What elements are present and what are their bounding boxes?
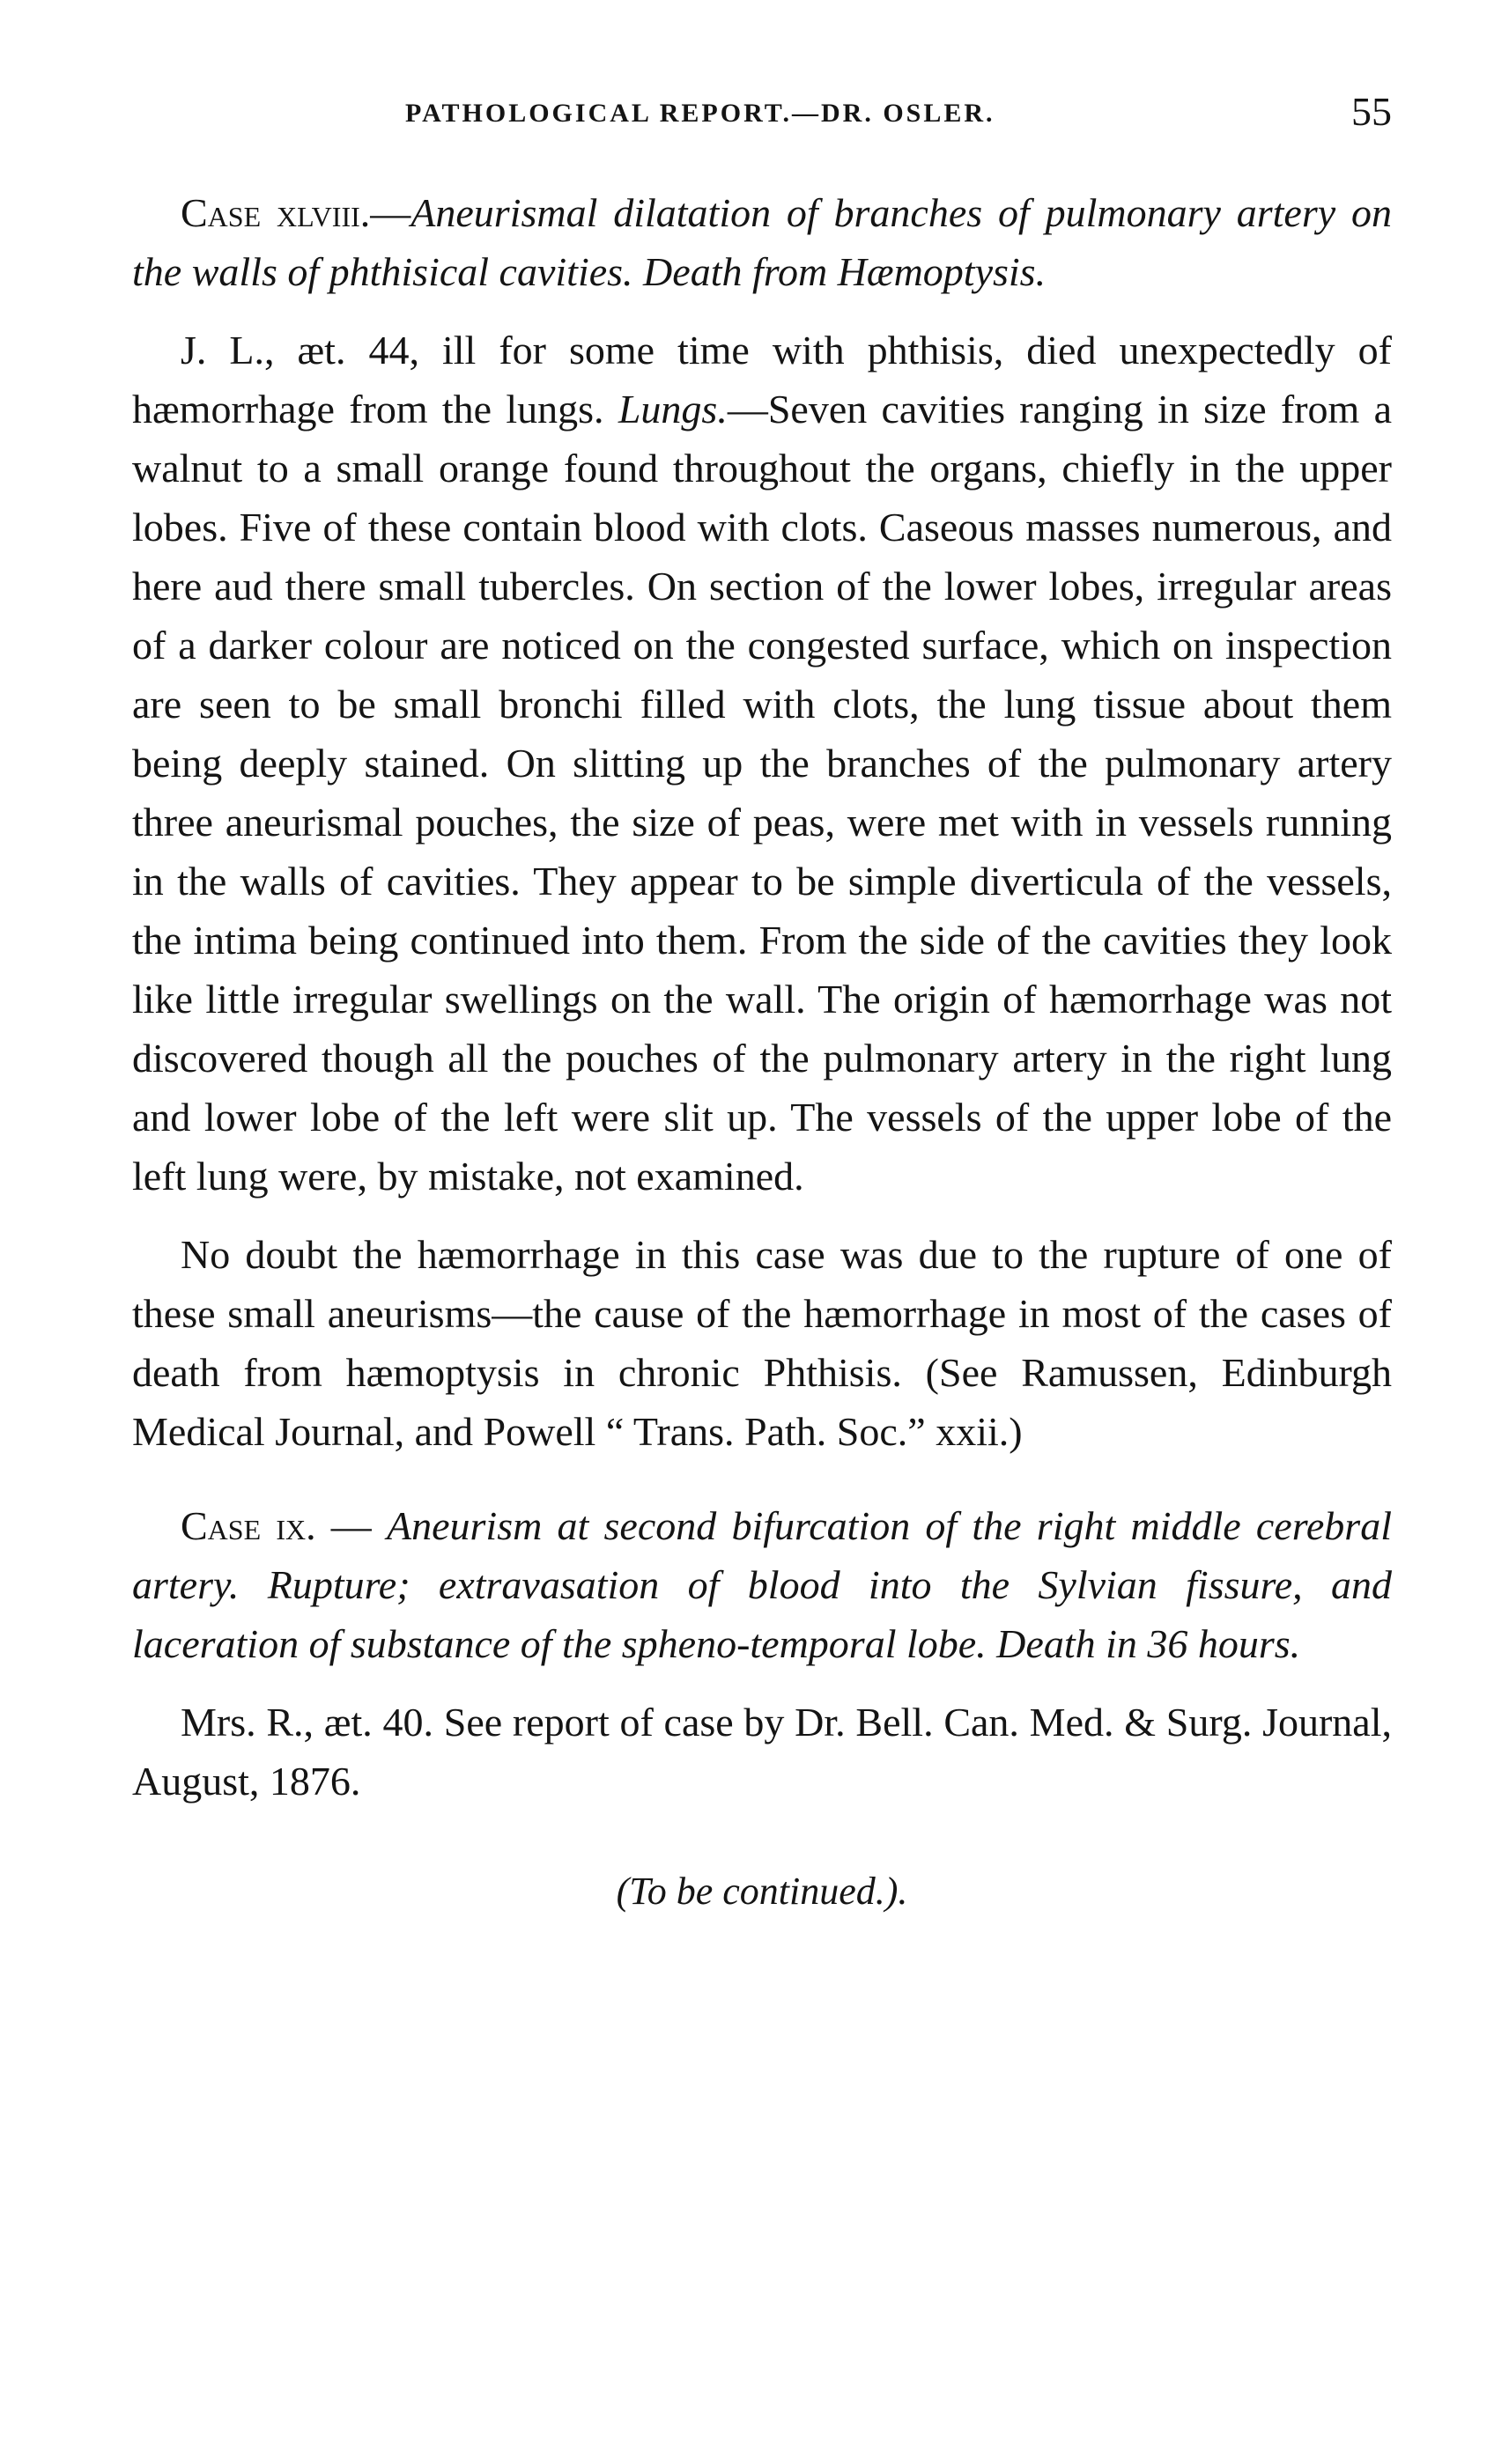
running-head-title: PATHOLOGICAL REPORT.—DR. OSLER. bbox=[405, 99, 995, 128]
case-48-title: Aneurismal dilatation of branches of pulmonary artery on the walls of phthisical cavities. Death from Hæmoptysis. bbox=[132, 190, 1392, 294]
case-48-body-lead: J. L., æt. 44, ill for some time with phthisis, died unexpectedly of hæmorrhage from the lungs. bbox=[132, 328, 1392, 432]
case-48-body-label: Lungs. bbox=[618, 387, 728, 432]
continued-note: (To be continued.). bbox=[616, 1870, 908, 1913]
case-48-discussion: No doubt the hæmorrhage in this case was due to the rupture of one of these small aneurisms—the cause of the hæmorrhage in most of the cases of death from hæmoptysis in chronic Phthisis. (See Ramussen, Edinburgh Medical Journal, and Powell “ Trans. Path. Soc.” xxii.) bbox=[132, 1232, 1392, 1454]
case-49-title: Aneurism at second bifurcation of the right middle cerebral artery. Rupture; extravasation of blood into the Sylvian fissure, and laceration of substance of the spheno-temporal lobe. Death in 36 hours. bbox=[132, 1503, 1392, 1666]
case-49-heading bbox=[132, 1496, 1392, 1673]
running-head bbox=[132, 88, 1392, 150]
case-49-label: Case ix. — bbox=[181, 1503, 388, 1548]
page-number: 55 bbox=[1351, 89, 1392, 134]
case-48-body-rest: —Seven cavities ranging in size from a walnut to a small orange found throughout the organs, chiefly in the upper lobes. Five of these contain blood with clots. Caseous masses numerous, and here aud there small tubercles. On section of the lower lobes, irregular areas of a darker colour are noticed on the congested surface, which on inspection are seen to be small bronchi filled with clots, the lung tissue about them being deeply stained. On slitting up the branches of the pulmonary artery three aneurismal pouches, the size of peas, were met with in vessels running in the walls of cavities. They appear to be simple diverticula of the vessels, the intima being continued into them. From the side of the cavities they look like little irregular swellings on the wall. The origin of hæmorrhage was not discovered though all the pouches of the pulmonary artery in the right lung and lower lobe of the left were slit up. The vessels of the upper lobe of the left lung were, by mistake, not examined. bbox=[132, 387, 1392, 1199]
case-48-label: Case xlviii.— bbox=[181, 190, 411, 235]
case-49-body: Mrs. R., æt. 40. See report of case by Dr. Bell. Can. Med. & Surg. Journal, August, 1876. bbox=[132, 1700, 1392, 1804]
case-48-body bbox=[132, 321, 1392, 1206]
document-page bbox=[132, 88, 1392, 1921]
case-48-heading bbox=[132, 183, 1392, 301]
